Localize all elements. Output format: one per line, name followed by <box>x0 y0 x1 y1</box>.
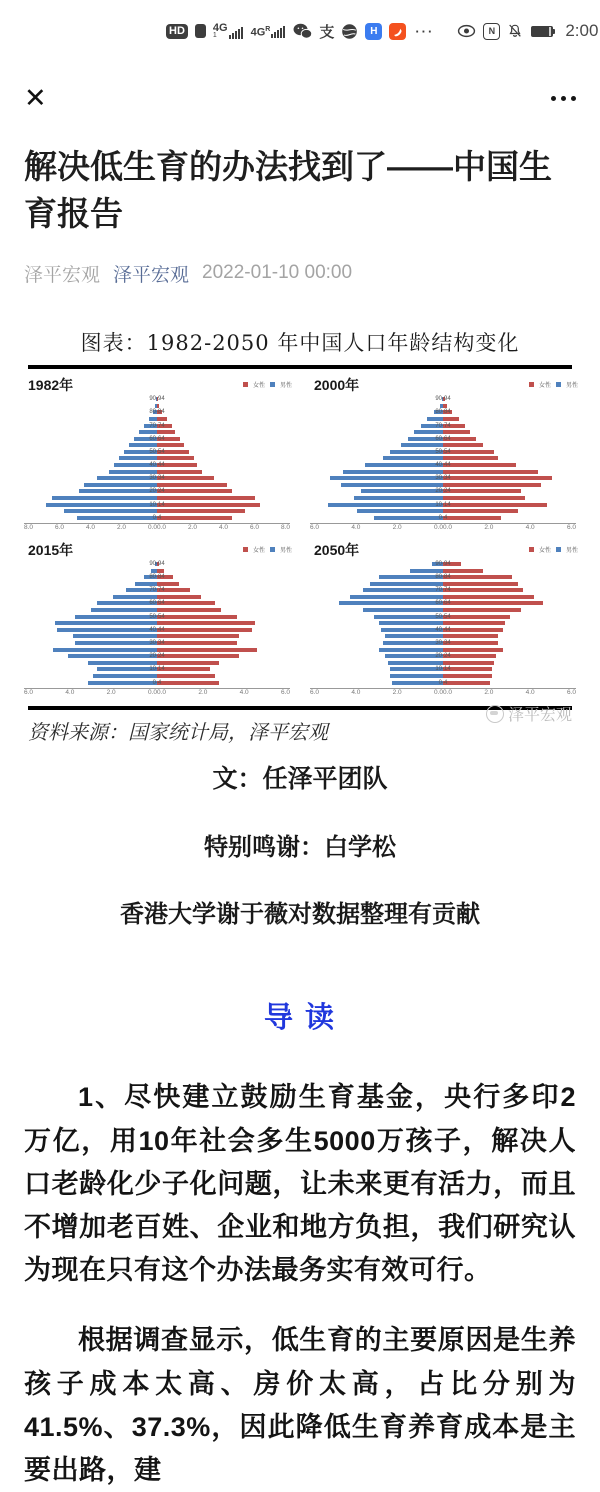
article-byline <box>0 260 600 287</box>
data-contribution-credit: 香港大学谢于薇对数据整理有贡献 <box>120 901 480 929</box>
male-legend-swatch <box>556 382 561 387</box>
pyramid-year-label: 2015年 <box>28 541 74 558</box>
globe-app-icon <box>341 23 358 40</box>
male-legend-swatch <box>556 547 561 552</box>
pyramid-grid <box>0 369 600 699</box>
watermark-logo-icon <box>486 705 504 723</box>
chart-source-note: 资料来源：国家统计局，泽平宏观 <box>28 720 328 745</box>
pyramid-legend: 女性 男性 <box>243 380 292 389</box>
intro-paragraph-1: 1、尽快建立鼓励生育基金，央行多印2万亿，用10年社会多生5000万孩子，解决人口老龄化少子化问题，让未来更有活力，而且不增加老百姓、企业和地方负担，我们研究认为现在只有这个办法最务实有效可行。 <box>24 1082 576 1286</box>
population-pyramid-figure <box>0 327 600 746</box>
more-menu-icon[interactable] <box>551 96 576 101</box>
pyramid-axis: 6.0 4.0 2.0 0.0 0.0 2.0 4.0 6.0 <box>24 688 290 696</box>
signal-strength-icon-1 <box>213 23 244 39</box>
signal-strength-icon-2: $4G^R$ <box>251 25 287 38</box>
alipay-icon: 支 <box>319 23 335 41</box>
author-name: 泽平宏观 <box>24 264 101 286</box>
pyramid-2015 <box>14 540 300 697</box>
pyramid-axis: 6.0 4.0 2.0 0.0 0.0 2.0 4.0 6.0 <box>310 524 576 532</box>
chart-title: 图表：1982-2050 年中国人口年龄结构变化 <box>80 330 520 355</box>
network-type-label: 4G <box>212 22 228 34</box>
eye-comfort-icon <box>457 24 476 38</box>
sim-badge-icon <box>195 24 206 38</box>
male-legend-swatch <box>270 382 275 387</box>
female-legend-swatch <box>243 547 248 552</box>
sim-index-label: 1 <box>212 32 217 39</box>
publish-date: 2022-01-10 00:00 <box>202 262 353 284</box>
red-app-icon <box>389 23 406 40</box>
signal-bars-icon <box>271 25 286 38</box>
pyramid-legend: 女性 男性 <box>529 380 578 389</box>
article-title: 解决低生育的办法找到了——中国生育报告 <box>24 148 552 232</box>
signal-bars-icon <box>229 26 244 39</box>
male-legend-swatch <box>270 547 275 552</box>
pyramid-1982 <box>14 375 300 532</box>
pyramid-rows: 90-94 80-84 70-74 60-64 50-54 40-44 30-34 20-24 10-14 0-4 <box>24 396 290 521</box>
intro-heading: 导 读 <box>263 1002 337 1035</box>
female-legend-swatch <box>243 382 248 387</box>
status-bar <box>0 0 600 62</box>
byline-credit: 文：任泽平团队 <box>212 765 388 794</box>
pyramid-axis: 6.0 4.0 2.0 0.0 0.0 2.0 4.0 6.0 <box>310 688 576 696</box>
article-nav-bar <box>0 70 600 126</box>
pyramid-year-label: 2050年 <box>314 541 360 558</box>
hd-icon: HD <box>166 24 188 39</box>
pyramid-rows: 90-94 80-84 70-74 60-64 50-54 40-44 30-34 20-24 10-14 0-4 <box>310 561 576 686</box>
watermark: 泽平宏观 <box>486 702 572 725</box>
special-thanks: 特别鸣谢：白学松 <box>204 834 396 862</box>
female-legend-swatch <box>529 382 534 387</box>
pyramid-rows: 90-94 80-84 70-74 60-64 50-54 40-44 30-34 20-24 10-14 0-4 <box>310 396 576 521</box>
pyramid-year-label: 2000年 <box>314 376 360 393</box>
female-legend-swatch <box>529 547 534 552</box>
battery-icon <box>531 26 555 37</box>
intro-paragraph-2: 根据调查显示，低生育的主要原因是生养孩子成本太高、房价太高，占比分别为41.5%、37.3%，因此降低生育养育成本是主要出路，建 <box>24 1325 576 1485</box>
pyramid-legend: 女性 男性 <box>529 545 578 554</box>
pyramid-rows: 90-94 80-84 70-74 60-64 50-54 40-44 30-34 20-24 10-14 0-4 <box>24 561 290 686</box>
pyramid-legend: 女性 男性 <box>243 545 292 554</box>
pyramid-2050 <box>300 540 586 697</box>
pyramid-axis: 8.0 6.0 4.0 2.0 0.0 0.0 2.0 4.0 6.0 8.0 <box>24 524 290 532</box>
pyramid-2000 <box>300 375 586 532</box>
health-app-icon: H <box>365 23 382 40</box>
clock-time: 2:00 <box>565 21 599 40</box>
close-icon[interactable]: ✕ <box>24 82 47 113</box>
wechat-icon <box>293 23 312 39</box>
official-account-link[interactable]: 泽平宏观 <box>113 264 190 286</box>
mute-bell-icon <box>507 23 523 39</box>
more-status-icons: ··· <box>415 23 435 39</box>
nfc-icon: N <box>483 23 500 40</box>
pyramid-year-label: 1982年 <box>28 376 74 393</box>
